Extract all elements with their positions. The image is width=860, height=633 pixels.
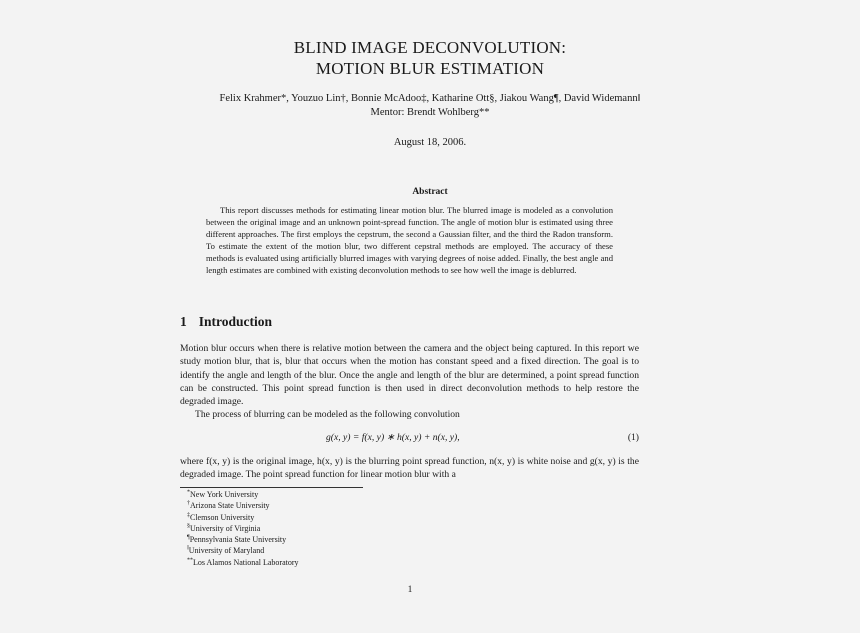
mentor-line: Mentor: Brendt Wohlberg**: [370, 107, 490, 118]
paper-title: [0, 37, 860, 79]
section-heading: [180, 314, 272, 330]
author-list: Felix Krahmer*, Youzuo Lin†, Bonnie McAdoo‡, Katharine Ott§, Jiakou Wang¶, David Widemann‖: [219, 93, 641, 104]
footnote: [187, 512, 299, 523]
section-title: Introduction: [198, 314, 273, 329]
footnote-text: Los Alamos National Laboratory: [193, 557, 299, 567]
paper-date: August 18, 2006.: [393, 137, 467, 148]
footnote-mark: †: [187, 500, 190, 507]
footnote-mark: **: [187, 557, 193, 564]
abstract-heading: Abstract: [412, 187, 448, 197]
footnote: [187, 534, 299, 545]
footnote: [187, 489, 299, 500]
paragraph-2: The process of blurring can be modeled as the following convolution: [195, 409, 460, 421]
footnote-mark: ¶: [187, 534, 190, 541]
intro-body: [180, 342, 639, 422]
footnote-text: Clemson University: [190, 512, 255, 522]
footnote-mark: ‖: [187, 545, 189, 552]
paragraph-1: Motion blur occurs when there is relative motion between the camera and the object being captured. In this report we study motion blur, that is, blur that occurs when the motion has constant speed and a fixed direction. The goal is to identify the angle and length of the blur. Once the angle and length of the blur are determined, a point spread function can be constructed. This point spread function is then used in direct deconvolution methods to help restore the degraded image.: [180, 343, 639, 408]
footnote-mark: ‡: [187, 511, 190, 518]
page-number: 1: [407, 585, 413, 595]
title-line-2: MOTION BLUR ESTIMATION: [315, 59, 545, 78]
title-line-1: BLIND IMAGE DECONVOLUTION:: [293, 38, 567, 57]
abstract-text: This report discusses methods for estimating linear motion blur. The blurred image is modeled as a convolution between the original image and an unknown point-spread function. The angle of motion blur is estimated using three different approaches. The first employs the cepstrum, the second a Gaussian filter, and the third the Radon transform. To estimate the extent of the motion blur, two different cepstral methods are employed. The accuracy of these methods is evaluated using artificially blurred images with varying degrees of noise added. Finally, the best angle and length estimates are combined with existing deconvolution methods to see how well the image is deblurred.: [206, 205, 613, 275]
footnote: [187, 545, 299, 556]
footnote-text: University of Maryland: [188, 546, 265, 556]
footnote-text: New York University: [190, 490, 259, 499]
equation-formula: g(x, y) = f(x, y) ∗ h(x, y) + n(x, y),: [326, 432, 460, 443]
footnotes: [187, 489, 299, 568]
footnote-rule: [180, 487, 363, 488]
footnote: [187, 500, 299, 511]
equation-number: (1): [627, 432, 639, 443]
footnote: [187, 557, 299, 568]
section-number: 1: [180, 314, 187, 329]
paragraph-3: where f(x, y) is the original image, h(x, y) is the blurring point spread function, n(x, y) is white noise and g(x, y) is the degraded image. The point spread function for linear motion blur with a: [180, 456, 639, 481]
footnote-mark: §: [187, 523, 190, 530]
footnote: [187, 523, 299, 534]
footnote-text: Pennsylvania State University: [189, 535, 287, 545]
footnote-text: Arizona State University: [190, 501, 270, 511]
footnote-text: University of Virginia: [190, 523, 261, 533]
footnote-mark: *: [187, 489, 190, 496]
